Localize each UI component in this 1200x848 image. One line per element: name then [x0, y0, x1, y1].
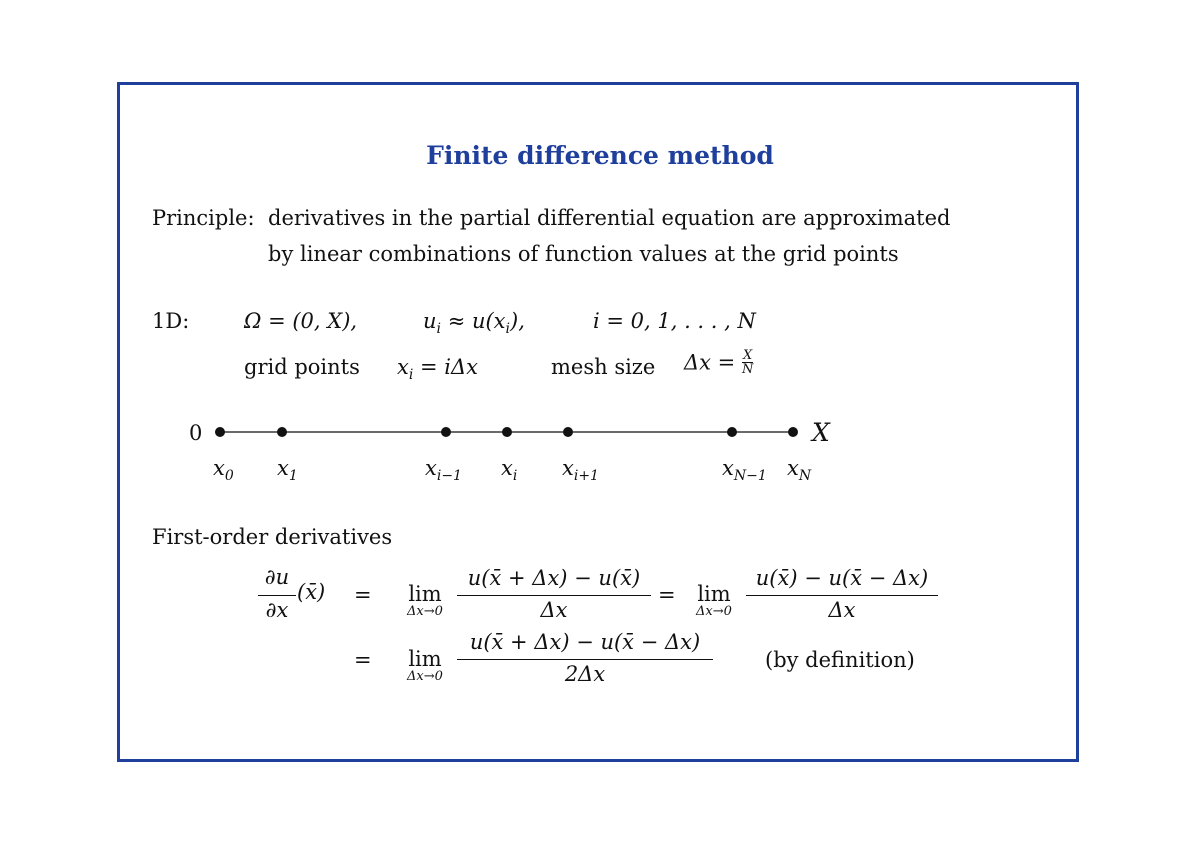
grid-point-i-plus-1 — [563, 427, 573, 437]
principle-label: Principle: — [152, 206, 255, 230]
point-label-xi-minus-1: $x_{i-1}$ — [425, 456, 462, 484]
grid-point-n-minus-1 — [727, 427, 737, 437]
backward-numerator: u(x̄) − u(x̄ − Δx) — [755, 566, 929, 590]
limit-3: lim Δx→0 — [407, 647, 443, 684]
axis-x-label: X — [812, 418, 830, 447]
backward-denominator: Δx — [828, 598, 856, 622]
point-label-xn: $x_N$ — [787, 456, 812, 484]
backward-fraction-bar — [746, 595, 938, 596]
point-label-xi: $x_i$ — [501, 456, 518, 484]
forward-numerator: u(x̄ + Δx) − u(x̄) — [467, 566, 641, 590]
forward-denominator: Δx — [540, 598, 568, 622]
lhs-numerator: ∂u — [264, 565, 290, 589]
lhs-denominator: ∂x — [265, 598, 289, 622]
grid-point-n — [788, 427, 798, 437]
grid-points-label: grid points — [244, 355, 360, 379]
central-numerator: u(x̄ + Δx) − u(x̄ − Δx) — [469, 630, 701, 654]
axis-zero-label: 0 — [189, 421, 203, 445]
grid-point-i-minus-1 — [441, 427, 451, 437]
principle-line-1: derivatives in the partial differential equation are approximated — [268, 206, 951, 230]
lhs-fraction-bar — [258, 595, 296, 596]
equals-sign-2: = — [658, 583, 676, 607]
mesh-size-formula: Δx = $\frac{X}{N}$ — [684, 348, 754, 377]
point-label-xi-plus-1: $x_{i+1}$ — [562, 456, 599, 484]
limit-1: lim Δx→0 — [407, 582, 443, 619]
forward-fraction-bar — [457, 595, 651, 596]
central-fraction-bar — [457, 659, 713, 660]
principle-line-2: by linear combinations of function values at the grid points — [268, 242, 899, 266]
grid-axis — [0, 410, 1200, 485]
approx-formula: $u_i \approx u(x_i)$, — [423, 309, 525, 337]
oned-label: 1D: — [152, 309, 190, 333]
point-label-x1: $x_1$ — [277, 456, 298, 484]
point-label-xn-minus-1: $x_{N-1}$ — [722, 456, 767, 484]
slide-title: Finite difference method — [426, 141, 774, 170]
derivatives-heading: First-order derivatives — [152, 525, 393, 549]
index-range: i = 0, 1, . . . , N — [593, 309, 756, 333]
mesh-size-label: mesh size — [551, 355, 656, 379]
grid-points-formula: $x_i = i\Delta x$ — [397, 355, 478, 383]
central-denominator: 2Δx — [564, 662, 606, 686]
equals-sign-3: = — [354, 648, 372, 672]
limit-2: lim Δx→0 — [696, 582, 732, 619]
definition-note: (by definition) — [765, 648, 915, 672]
equals-sign-1: = — [354, 583, 372, 607]
domain-formula: Ω = (0, X), — [244, 309, 358, 333]
grid-point-1 — [277, 427, 287, 437]
grid-point-0 — [215, 427, 225, 437]
point-label-x0: $x_0$ — [213, 456, 234, 484]
grid-point-i — [502, 427, 512, 437]
lhs-argument: (x̄) — [297, 580, 326, 604]
